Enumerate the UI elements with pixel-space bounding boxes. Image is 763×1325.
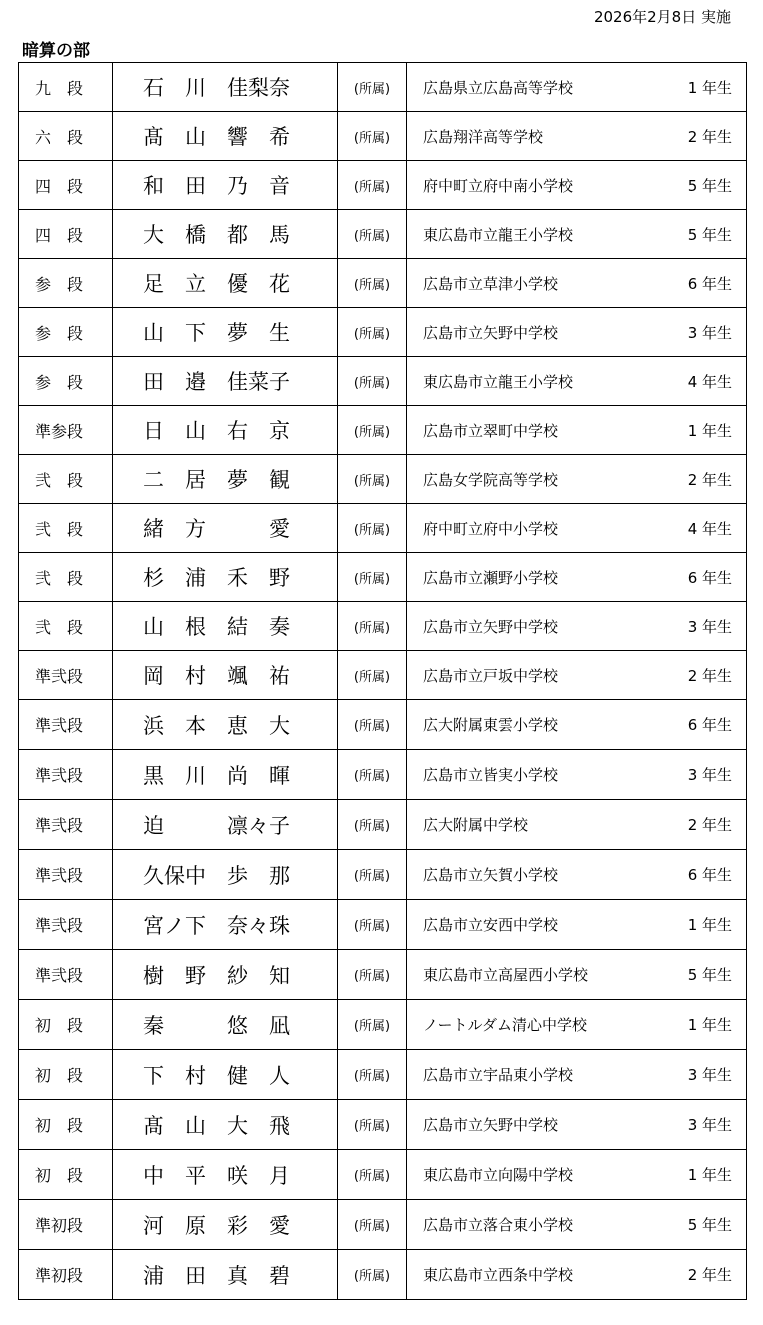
rank-cell: 初 段	[19, 1150, 113, 1200]
grade-label: 3 年生	[687, 323, 732, 342]
school-cell	[407, 1050, 747, 1100]
school-name: 東広島市立龍王小学校	[423, 372, 574, 391]
rank-cell: 準弐段	[19, 900, 113, 950]
school-cell	[407, 1000, 747, 1050]
school-grade-wrap	[423, 665, 732, 686]
name-cell: 髙 山 大 飛	[113, 1100, 338, 1150]
school-name: 広島市立矢賀小学校	[423, 866, 559, 884]
school-cell	[407, 1150, 747, 1200]
name-cell: 下 村 健 人	[113, 1050, 338, 1100]
school-grade-wrap	[423, 273, 732, 294]
school-name: 府中町立府中小学校	[423, 519, 559, 538]
affiliation-label: (所属)	[338, 1200, 407, 1250]
affiliation-label: (所属)	[338, 900, 407, 950]
school-grade-wrap	[423, 1114, 732, 1135]
school-grade-wrap	[423, 1064, 732, 1085]
grade-label: 6 年生	[687, 716, 732, 734]
school-grade-wrap	[423, 420, 732, 441]
name-cell: 大 橋 都 馬	[113, 210, 338, 259]
rank-cell: 準初段	[19, 1200, 113, 1250]
name-cell: 田 邉 佳菜子	[113, 357, 338, 406]
rank-cell: 準弐段	[19, 651, 113, 700]
school-name: 東広島市立西条中学校	[423, 1266, 574, 1284]
table-row	[19, 1150, 747, 1200]
school-name: 広大附属東雲小学校	[423, 716, 559, 734]
school-cell	[407, 1250, 747, 1300]
school-grade-wrap	[423, 914, 732, 935]
school-grade-wrap	[423, 175, 732, 196]
grade-label: 2 年生	[687, 816, 732, 834]
grade-label: 6 年生	[687, 274, 732, 293]
grade-label: 1 年生	[687, 1166, 732, 1184]
school-name: 広島市立皆実小学校	[423, 766, 559, 784]
school-cell	[407, 63, 747, 112]
name-cell: 秦 悠 凪	[113, 1000, 338, 1050]
affiliation-label: (所属)	[338, 1100, 407, 1150]
school-name: 広島市立草津小学校	[423, 274, 559, 293]
rank-cell: 初 段	[19, 1050, 113, 1100]
school-grade-wrap	[423, 814, 732, 835]
results-table	[18, 62, 747, 1300]
affiliation-label: (所属)	[338, 504, 407, 553]
rank-cell: 弐 段	[19, 553, 113, 602]
table-row	[19, 504, 747, 553]
affiliation-label: (所属)	[338, 553, 407, 602]
name-cell: 河 原 彩 愛	[113, 1200, 338, 1250]
name-cell: 宮ノ下 奈々珠	[113, 900, 338, 950]
school-grade-wrap	[423, 1264, 732, 1285]
table-row	[19, 357, 747, 406]
school-grade-wrap	[423, 518, 732, 539]
affiliation-label: (所属)	[338, 1050, 407, 1100]
grade-label: 2 年生	[687, 127, 732, 146]
rank-cell: 初 段	[19, 1000, 113, 1050]
rank-cell: 参 段	[19, 308, 113, 357]
school-cell	[407, 800, 747, 850]
grade-label: 1 年生	[687, 78, 732, 97]
school-grade-wrap	[423, 864, 732, 885]
name-cell: 緒 方 愛	[113, 504, 338, 553]
table-row	[19, 553, 747, 602]
grade-label: 2 年生	[687, 1266, 732, 1284]
grade-label: 1 年生	[687, 916, 732, 934]
affiliation-label: (所属)	[338, 651, 407, 700]
grade-label: 3 年生	[687, 1066, 732, 1084]
school-grade-wrap	[423, 371, 732, 392]
affiliation-label: (所属)	[338, 800, 407, 850]
affiliation-label: (所属)	[338, 850, 407, 900]
table-row	[19, 112, 747, 161]
affiliation-label: (所属)	[338, 210, 407, 259]
table-row	[19, 1200, 747, 1250]
name-cell: 久保中 歩 那	[113, 850, 338, 900]
affiliation-label: (所属)	[338, 1000, 407, 1050]
school-cell	[407, 553, 747, 602]
rank-cell: 準初段	[19, 1250, 113, 1300]
school-cell	[407, 161, 747, 210]
grade-label: 3 年生	[687, 766, 732, 784]
table-row	[19, 651, 747, 700]
affiliation-label: (所属)	[338, 406, 407, 455]
rank-cell: 準弐段	[19, 800, 113, 850]
affiliation-label: (所属)	[338, 63, 407, 112]
table-row	[19, 1250, 747, 1300]
affiliation-label: (所属)	[338, 1150, 407, 1200]
affiliation-label: (所属)	[338, 1250, 407, 1300]
rank-cell: 準弐段	[19, 850, 113, 900]
school-cell	[407, 406, 747, 455]
name-cell: 中 平 咲 月	[113, 1150, 338, 1200]
school-cell	[407, 112, 747, 161]
table-row	[19, 455, 747, 504]
school-name: 東広島市立高屋西小学校	[423, 966, 589, 984]
rank-cell: 準弐段	[19, 750, 113, 800]
affiliation-label: (所属)	[338, 750, 407, 800]
name-cell: 杉 浦 禾 野	[113, 553, 338, 602]
school-name: 広島市立矢野中学校	[423, 617, 559, 636]
school-cell	[407, 504, 747, 553]
affiliation-label: (所属)	[338, 259, 407, 308]
rank-cell: 六 段	[19, 112, 113, 161]
table-row	[19, 1100, 747, 1150]
table-row	[19, 602, 747, 651]
name-cell: 山 根 結 奏	[113, 602, 338, 651]
school-name: 広島市立瀬野小学校	[423, 568, 559, 587]
school-grade-wrap	[423, 714, 732, 735]
affiliation-label: (所属)	[338, 602, 407, 651]
grade-label: 6 年生	[687, 866, 732, 884]
table-row	[19, 1050, 747, 1100]
school-cell	[407, 308, 747, 357]
school-cell	[407, 455, 747, 504]
table-row	[19, 63, 747, 112]
grade-label: 2 年生	[687, 470, 732, 489]
school-name: 府中町立府中南小学校	[423, 176, 574, 195]
rank-cell: 弐 段	[19, 504, 113, 553]
school-cell	[407, 750, 747, 800]
grade-label: 2 年生	[687, 666, 732, 685]
school-cell	[407, 700, 747, 750]
grade-label: 4 年生	[687, 372, 732, 391]
name-cell: 黒 川 尚 暉	[113, 750, 338, 800]
school-grade-wrap	[423, 616, 732, 637]
school-cell	[407, 900, 747, 950]
rank-cell: 弐 段	[19, 602, 113, 651]
grade-label: 5 年生	[687, 176, 732, 195]
school-grade-wrap	[423, 1164, 732, 1185]
name-cell: 山 下 夢 生	[113, 308, 338, 357]
school-cell	[407, 1200, 747, 1250]
school-name: 東広島市立向陽中学校	[423, 1166, 574, 1184]
affiliation-label: (所属)	[338, 161, 407, 210]
grade-label: 3 年生	[687, 617, 732, 636]
grade-label: 6 年生	[687, 568, 732, 587]
rank-cell: 四 段	[19, 210, 113, 259]
affiliation-label: (所属)	[338, 112, 407, 161]
rank-cell: 参 段	[19, 357, 113, 406]
name-cell: 浜 本 恵 大	[113, 700, 338, 750]
name-cell: 岡 村 颯 祐	[113, 651, 338, 700]
school-name: 広島市立矢野中学校	[423, 1116, 559, 1134]
table-row	[19, 406, 747, 455]
school-cell	[407, 602, 747, 651]
school-name: 東広島市立龍王小学校	[423, 225, 574, 244]
results-body	[19, 63, 747, 1300]
school-name: 広島市立矢野中学校	[423, 323, 559, 342]
school-grade-wrap	[423, 764, 732, 785]
rank-cell: 準弐段	[19, 950, 113, 1000]
name-cell: 石 川 佳梨奈	[113, 63, 338, 112]
school-grade-wrap	[423, 469, 732, 490]
table-row	[19, 750, 747, 800]
table-row	[19, 800, 747, 850]
name-cell: 樹 野 紗 知	[113, 950, 338, 1000]
affiliation-label: (所属)	[338, 308, 407, 357]
rank-cell: 四 段	[19, 161, 113, 210]
section-title: 暗算の部	[22, 41, 90, 61]
school-name: 広島翔洋高等学校	[423, 127, 544, 146]
grade-label: 5 年生	[687, 966, 732, 984]
rank-cell: 弐 段	[19, 455, 113, 504]
grade-label: 1 年生	[687, 421, 732, 440]
grade-label: 1 年生	[687, 1016, 732, 1034]
affiliation-label: (所属)	[338, 357, 407, 406]
rank-cell: 準弐段	[19, 700, 113, 750]
school-grade-wrap	[423, 224, 732, 245]
affiliation-label: (所属)	[338, 700, 407, 750]
name-cell: 足 立 優 花	[113, 259, 338, 308]
exam-date: 2026年2月8日 実施	[593, 8, 731, 26]
school-grade-wrap	[423, 567, 732, 588]
school-grade-wrap	[423, 1014, 732, 1035]
name-cell: 和 田 乃 音	[113, 161, 338, 210]
school-grade-wrap	[423, 1214, 732, 1235]
table-row	[19, 210, 747, 259]
rank-cell: 参 段	[19, 259, 113, 308]
school-name: 広大附属中学校	[423, 816, 529, 834]
rank-cell: 九 段	[19, 63, 113, 112]
school-grade-wrap	[423, 964, 732, 985]
school-name: 広島市立落合東小学校	[423, 1216, 574, 1234]
school-name: ノートルダム清心中学校	[423, 1016, 587, 1034]
table-row	[19, 259, 747, 308]
table-row	[19, 900, 747, 950]
school-name: 広島市立宇品東小学校	[423, 1066, 574, 1084]
school-grade-wrap	[423, 77, 732, 98]
table-row	[19, 950, 747, 1000]
grade-label: 5 年生	[687, 225, 732, 244]
school-cell	[407, 357, 747, 406]
name-cell: 日 山 右 京	[113, 406, 338, 455]
affiliation-label: (所属)	[338, 950, 407, 1000]
school-cell	[407, 259, 747, 308]
grade-label: 3 年生	[687, 1116, 732, 1134]
name-cell: 浦 田 真 碧	[113, 1250, 338, 1300]
name-cell: 髙 山 響 希	[113, 112, 338, 161]
table-row	[19, 850, 747, 900]
table-row	[19, 1000, 747, 1050]
name-cell: 迫 凛々子	[113, 800, 338, 850]
affiliation-label: (所属)	[338, 455, 407, 504]
rank-cell: 準参段	[19, 406, 113, 455]
name-cell: 二 居 夢 観	[113, 455, 338, 504]
table-row	[19, 700, 747, 750]
table-row	[19, 161, 747, 210]
school-grade-wrap	[423, 322, 732, 343]
table-row	[19, 308, 747, 357]
school-name: 広島市立翠町中学校	[423, 421, 559, 440]
school-name: 広島市立安西中学校	[423, 916, 559, 934]
school-name: 広島女学院高等学校	[423, 470, 559, 489]
school-name: 広島市立戸坂中学校	[423, 666, 559, 685]
school-cell	[407, 850, 747, 900]
grade-label: 5 年生	[687, 1216, 732, 1234]
school-name: 広島県立広島高等学校	[423, 78, 574, 97]
school-grade-wrap	[423, 126, 732, 147]
rank-cell: 初 段	[19, 1100, 113, 1150]
school-cell	[407, 1100, 747, 1150]
school-cell	[407, 210, 747, 259]
school-cell	[407, 950, 747, 1000]
school-cell	[407, 651, 747, 700]
grade-label: 4 年生	[687, 519, 732, 538]
